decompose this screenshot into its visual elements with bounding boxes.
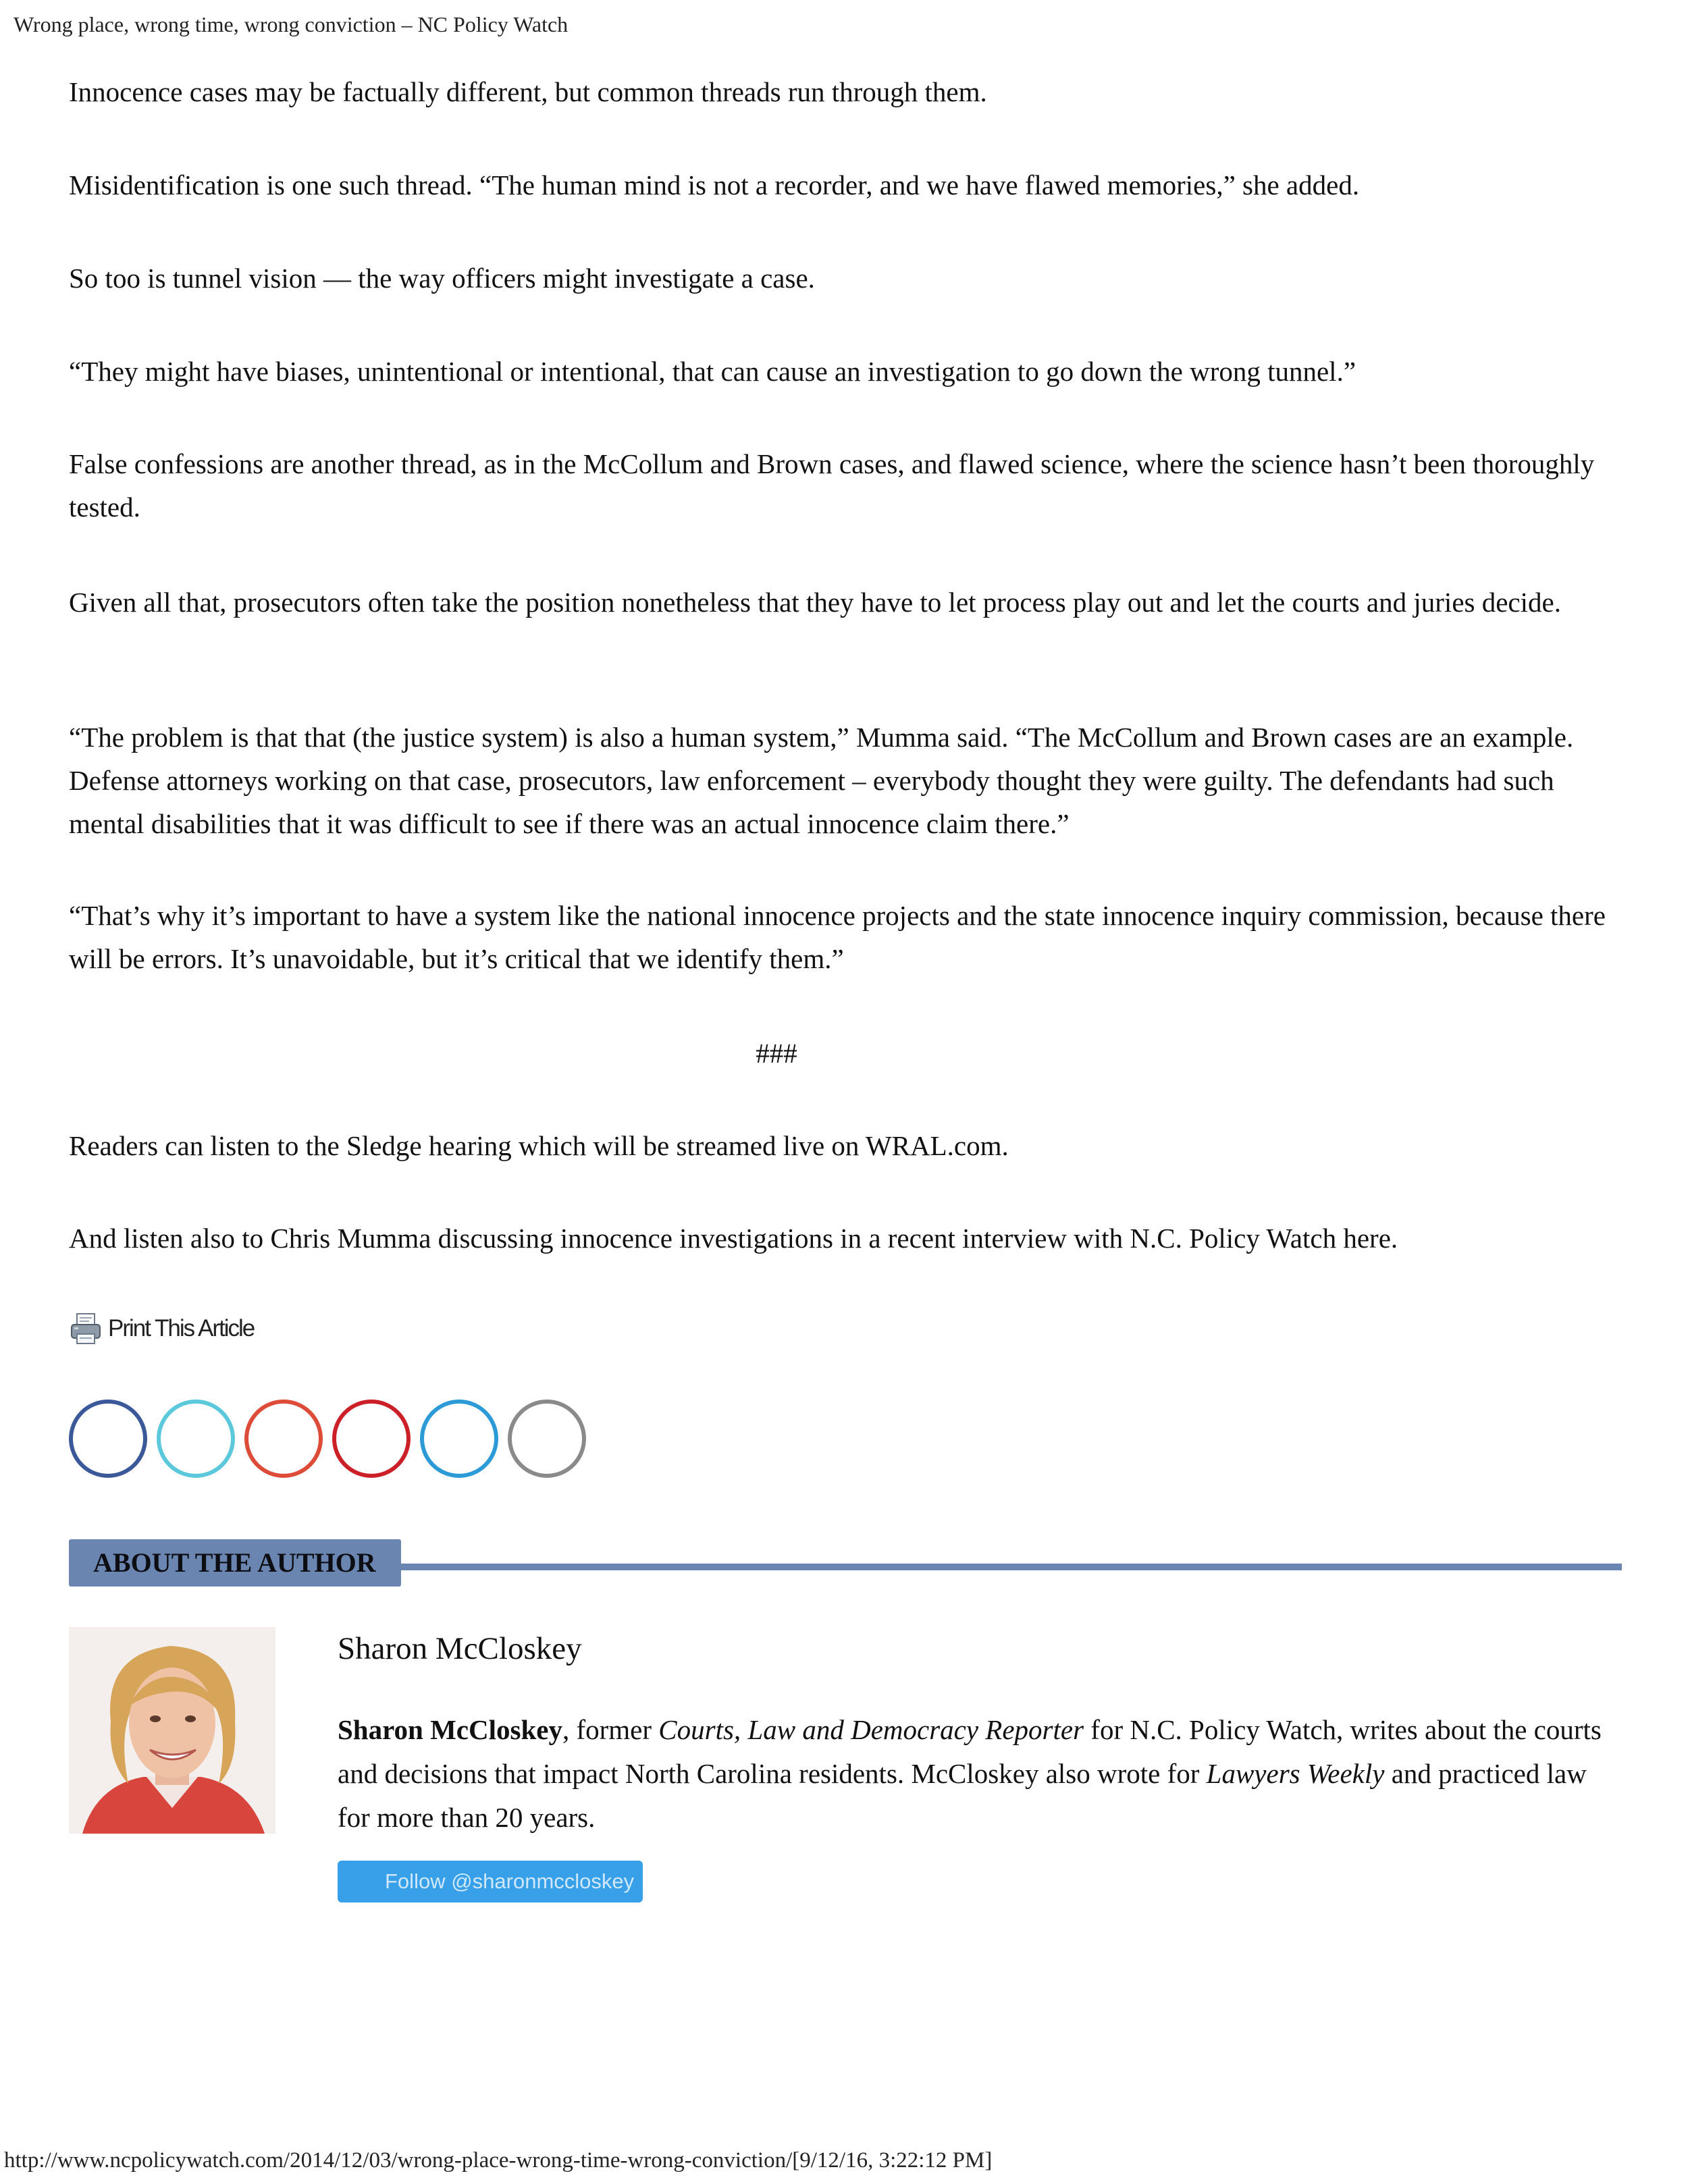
- page-header-title: Wrong place, wrong time, wrong conviction – NC Policy Watch: [14, 12, 569, 36]
- author-avatar: [69, 1627, 275, 1834]
- linkedin-share-button[interactable]: [420, 1400, 498, 1478]
- article-paragraph: “The problem is that that (the justice system) is also a human system,” Mumma said. “The McCollum and Brown cases are an example. Defense attorneys working on that case, prosecutors, law enforcement – everybody thought they were guilty. The defendants had such mental disabilities that it was difficult to see if there was an actual innocence claim there.”: [69, 722, 1574, 839]
- social-share-buttons: [69, 1400, 586, 1478]
- author-bio-text: , former: [562, 1714, 659, 1745]
- article-paragraph: So too is tunnel vision — the way officers might investigate a case.: [69, 263, 815, 294]
- printer-icon: [69, 1311, 104, 1346]
- pinterest-share-button[interactable]: [332, 1400, 411, 1478]
- twitter-share-button[interactable]: [157, 1400, 235, 1478]
- about-divider-line: [393, 1564, 1622, 1570]
- article-paragraph: Misidentification is one such thread. “The human mind is not a recorder, and we have flawed memories,” she added.: [69, 169, 1360, 201]
- twitter-follow-button[interactable]: Follow @sharonmccloskey: [338, 1861, 643, 1902]
- author-bio-name: Sharon McCloskey: [338, 1714, 562, 1745]
- about-author-header: [69, 1539, 1622, 1587]
- article-paragraph: “They might have biases, unintentional or intentional, that can cause an investigation to go down the wrong tunnel.”: [69, 356, 1356, 387]
- page-footer-url: http://www.ncpolicywatch.com/2014/12/03/wrong-place-wrong-time-wrong-conviction/[9/12/16, 3:22:12 PM]: [4, 2148, 993, 2173]
- email-share-button[interactable]: [508, 1400, 586, 1478]
- author-bio-text: for N.C. Policy Watch, writes about the courts and decisions that impact North Carolina residents. McCloskey also wrote for: [338, 1714, 1602, 1789]
- facebook-share-button[interactable]: [69, 1400, 147, 1478]
- author-bio-publication: Lawyers Weekly: [1206, 1758, 1385, 1789]
- author-bio-role: Courts, Law and Democracy Reporter: [658, 1714, 1084, 1745]
- about-author-heading: ABOUT THE AUTHOR: [69, 1539, 401, 1587]
- google-plus-share-button[interactable]: [244, 1400, 323, 1478]
- author-bio-text: and practiced law for more than 20 years.: [338, 1758, 1587, 1833]
- listen-note: And listen also to Chris Mumma discussing innocence investigations in a recent interview with N.C. Policy Watch here.: [69, 1223, 1398, 1254]
- article-paragraph: “That’s why it’s important to have a system like the national innocence projects and the state innocence inquiry commission, because there will be errors. It’s unavoidable, but it’s critical that we identify them.”: [69, 900, 1606, 974]
- article-paragraph: False confessions are another thread, as in the McCollum and Brown cases, and flawed science, where the science hasn’t been thoroughly tested.: [69, 448, 1595, 523]
- author-portrait-icon: [69, 1627, 275, 1834]
- author-bio: [338, 1708, 1620, 1840]
- author-name: Sharon McCloskey: [338, 1631, 582, 1666]
- readers-note: Readers can listen to the Sledge hearing which will be streamed live on WRAL.com.: [69, 1130, 1009, 1161]
- article-paragraph: Given all that, prosecutors often take the position nonetheless that they have to let process play out and let the courts and juries decide.: [69, 587, 1561, 618]
- article-paragraph: Innocence cases may be factually different, but common threads run through them.: [69, 76, 987, 107]
- print-article-link[interactable]: [69, 1310, 254, 1348]
- section-separator: ###: [756, 1038, 797, 1069]
- print-article-label[interactable]: Print This Article: [108, 1315, 255, 1341]
